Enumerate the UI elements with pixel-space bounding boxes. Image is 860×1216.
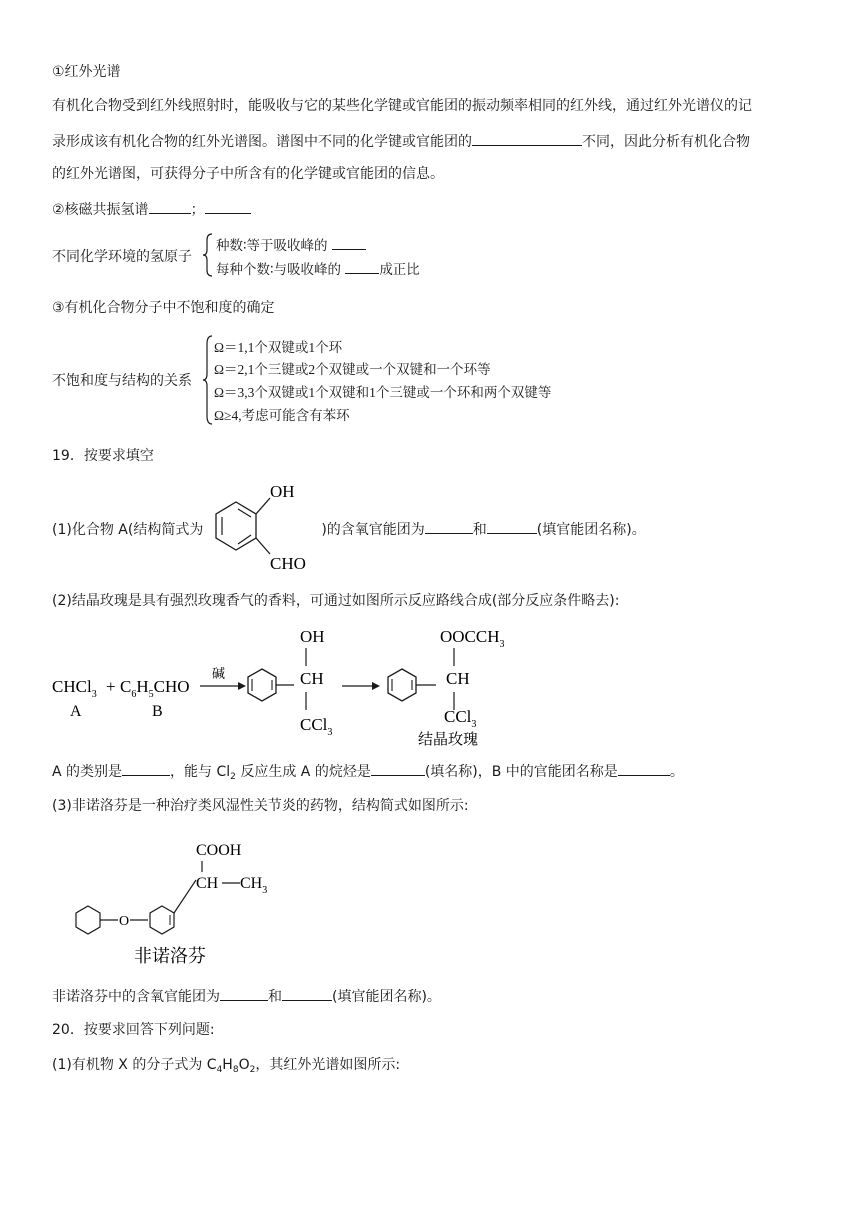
answer-blank[interactable]: [618, 761, 670, 776]
cho-label: CHO: [270, 554, 306, 573]
answer-blank[interactable]: [332, 235, 366, 250]
q19-part1-tail: (填官能团名称)。: [536, 522, 646, 538]
nmr-item-text: 成正比: [379, 262, 420, 278]
unsaturation-brace-block: [52, 334, 672, 426]
plus-sign: +: [106, 677, 116, 696]
q-text: (填名称)，B 中的官能团名称是: [424, 764, 618, 780]
q-text: H: [222, 1057, 233, 1073]
q19-part2-questions: [52, 761, 684, 782]
subscript: 8: [232, 1065, 239, 1075]
ccl3-label: CCl$_3$: [300, 715, 333, 738]
subscript: 2: [230, 772, 236, 782]
answer-blank[interactable]: [371, 761, 425, 776]
answer-blank[interactable]: [487, 519, 537, 534]
question-20-title: 20．按要求回答下列问题:: [52, 1022, 215, 1038]
answer-blank[interactable]: [149, 199, 191, 214]
nmr-item-text: 每种个数∶与吸收峰的: [216, 262, 342, 278]
ch3-label: $CH_3$: [240, 875, 268, 896]
q-text: ，其红外光谱如图所示:: [255, 1057, 401, 1073]
fenoprofen-structure: [66, 836, 286, 970]
ch-label: CH: [300, 669, 324, 688]
nmr-brace-block: [52, 232, 472, 280]
section-heading-nmr: [52, 199, 251, 220]
answer-blank[interactable]: [220, 986, 268, 1001]
ch-label: CH: [446, 669, 470, 688]
answer-blank[interactable]: [282, 986, 332, 1001]
section-heading-ir: ①红外光谱: [52, 64, 121, 80]
q19-part3-text: (3)非诺洛芬是一种治疗类风湿性关节炎的药物，结构简式如图所示:: [52, 798, 469, 814]
unsaturation-brace-label: 不饱和度与结构的关系: [52, 373, 192, 389]
ir-paragraph-text: 录形成该有机化合物的红外光谱图。谱图中不同的化学键或官能团的: [52, 134, 472, 150]
q-text: ，能与 Cl: [170, 764, 231, 780]
q19-part2-text: (2)结晶玫瑰是具有强烈玫瑰香气的香料，可通过如图所示反应路线合成(部分反应条件略去):: [52, 593, 620, 609]
answer-blank[interactable]: [425, 519, 473, 534]
answer-blank[interactable]: [205, 199, 251, 214]
nmr-item-text: 种数∶等于吸收峰的: [216, 238, 328, 254]
chcl3-formula: CHCl$_3$: [52, 677, 97, 700]
subscript: 4: [216, 1065, 223, 1075]
answer-blank[interactable]: [472, 131, 582, 146]
q-text: 和: [268, 989, 282, 1005]
q-text: (填官能团名称)。: [332, 989, 441, 1005]
q19-part1-mid: )的含氧官能团为: [321, 522, 425, 538]
q-text: 。: [669, 764, 684, 780]
curly-brace-icon: [202, 232, 214, 278]
subscript: 2: [249, 1065, 256, 1075]
q19-part1-and: 和: [472, 522, 487, 538]
fenoprofen-name: 非诺洛芬: [134, 946, 206, 967]
q-text: 反应生成 A 的烷烃是: [235, 764, 371, 780]
separator: ；: [190, 202, 205, 218]
label-b: B: [152, 703, 163, 720]
q-text: A 的类别是: [52, 764, 123, 780]
reaction-scheme: [48, 624, 568, 750]
ir-paragraph-line-1: 有机化合物受到红外线照射时，能吸收与它的某些化学键或官能团的振动频率相同的红外线，通过红外光谱仪的记: [52, 98, 752, 114]
reagent-base: 碱: [212, 667, 226, 682]
compound-a-structure: [212, 478, 312, 578]
oh-label: OH: [300, 627, 325, 646]
curly-brace-icon: [202, 334, 214, 426]
q-text: 非诺洛芬中的含氧官能团为: [52, 989, 220, 1005]
nmr-heading-text: ②核磁共振氢谱: [52, 202, 149, 218]
nmr-item-2: [216, 258, 420, 278]
ooccch3-label: $OOCCH_3$: [440, 627, 505, 650]
answer-blank[interactable]: [345, 259, 379, 274]
ir-paragraph-text: 不同，因此分析有机化合物: [582, 134, 750, 150]
product-name: 结晶玫瑰: [418, 730, 479, 748]
unsaturation-item: Ω≥4,考虑可能含有苯环: [214, 408, 350, 423]
label-a: A: [70, 703, 82, 720]
answer-blank[interactable]: [122, 761, 170, 776]
ch-label: CH: [196, 875, 219, 892]
nmr-item-1: [216, 234, 366, 254]
ccl3-label: CCl$_3$: [444, 707, 477, 730]
section-heading-unsaturation: ③有机化合物分子中不饱和度的确定: [52, 300, 275, 316]
q19-part1-text: [52, 519, 646, 540]
unsaturation-item: Ω＝1,1个双键或1个环: [214, 340, 343, 355]
unsaturation-item: Ω＝2,1个三键或2个双键或一个双键和一个环等: [214, 362, 491, 377]
nmr-brace-label: 不同化学环境的氢原子: [52, 249, 192, 265]
oh-label: OH: [270, 482, 295, 501]
q19-part1-lead: (1)化合物 A(结构简式为: [52, 522, 204, 538]
q20-part1-text: [52, 1055, 400, 1075]
question-19-title: 19．按要求填空: [52, 448, 154, 464]
cooh-label: COOH: [196, 842, 242, 859]
q19-part3-question: [52, 986, 441, 1007]
q-text: O: [238, 1057, 250, 1073]
ether-oxygen: O: [119, 914, 130, 929]
unsaturation-item: Ω＝3,3个双键或1个双键和1个三键或一个环和两个双键等: [214, 385, 552, 400]
ir-paragraph-line-3: 的红外光谱图，可获得分子中所含有的化学键或官能团的信息。: [52, 166, 444, 182]
q-text: (1)有机物 X 的分子式为 C: [52, 1057, 217, 1073]
ir-paragraph-line-2: [52, 131, 750, 152]
benzaldehyde-formula: $C_6H_5CHO$: [120, 677, 190, 700]
